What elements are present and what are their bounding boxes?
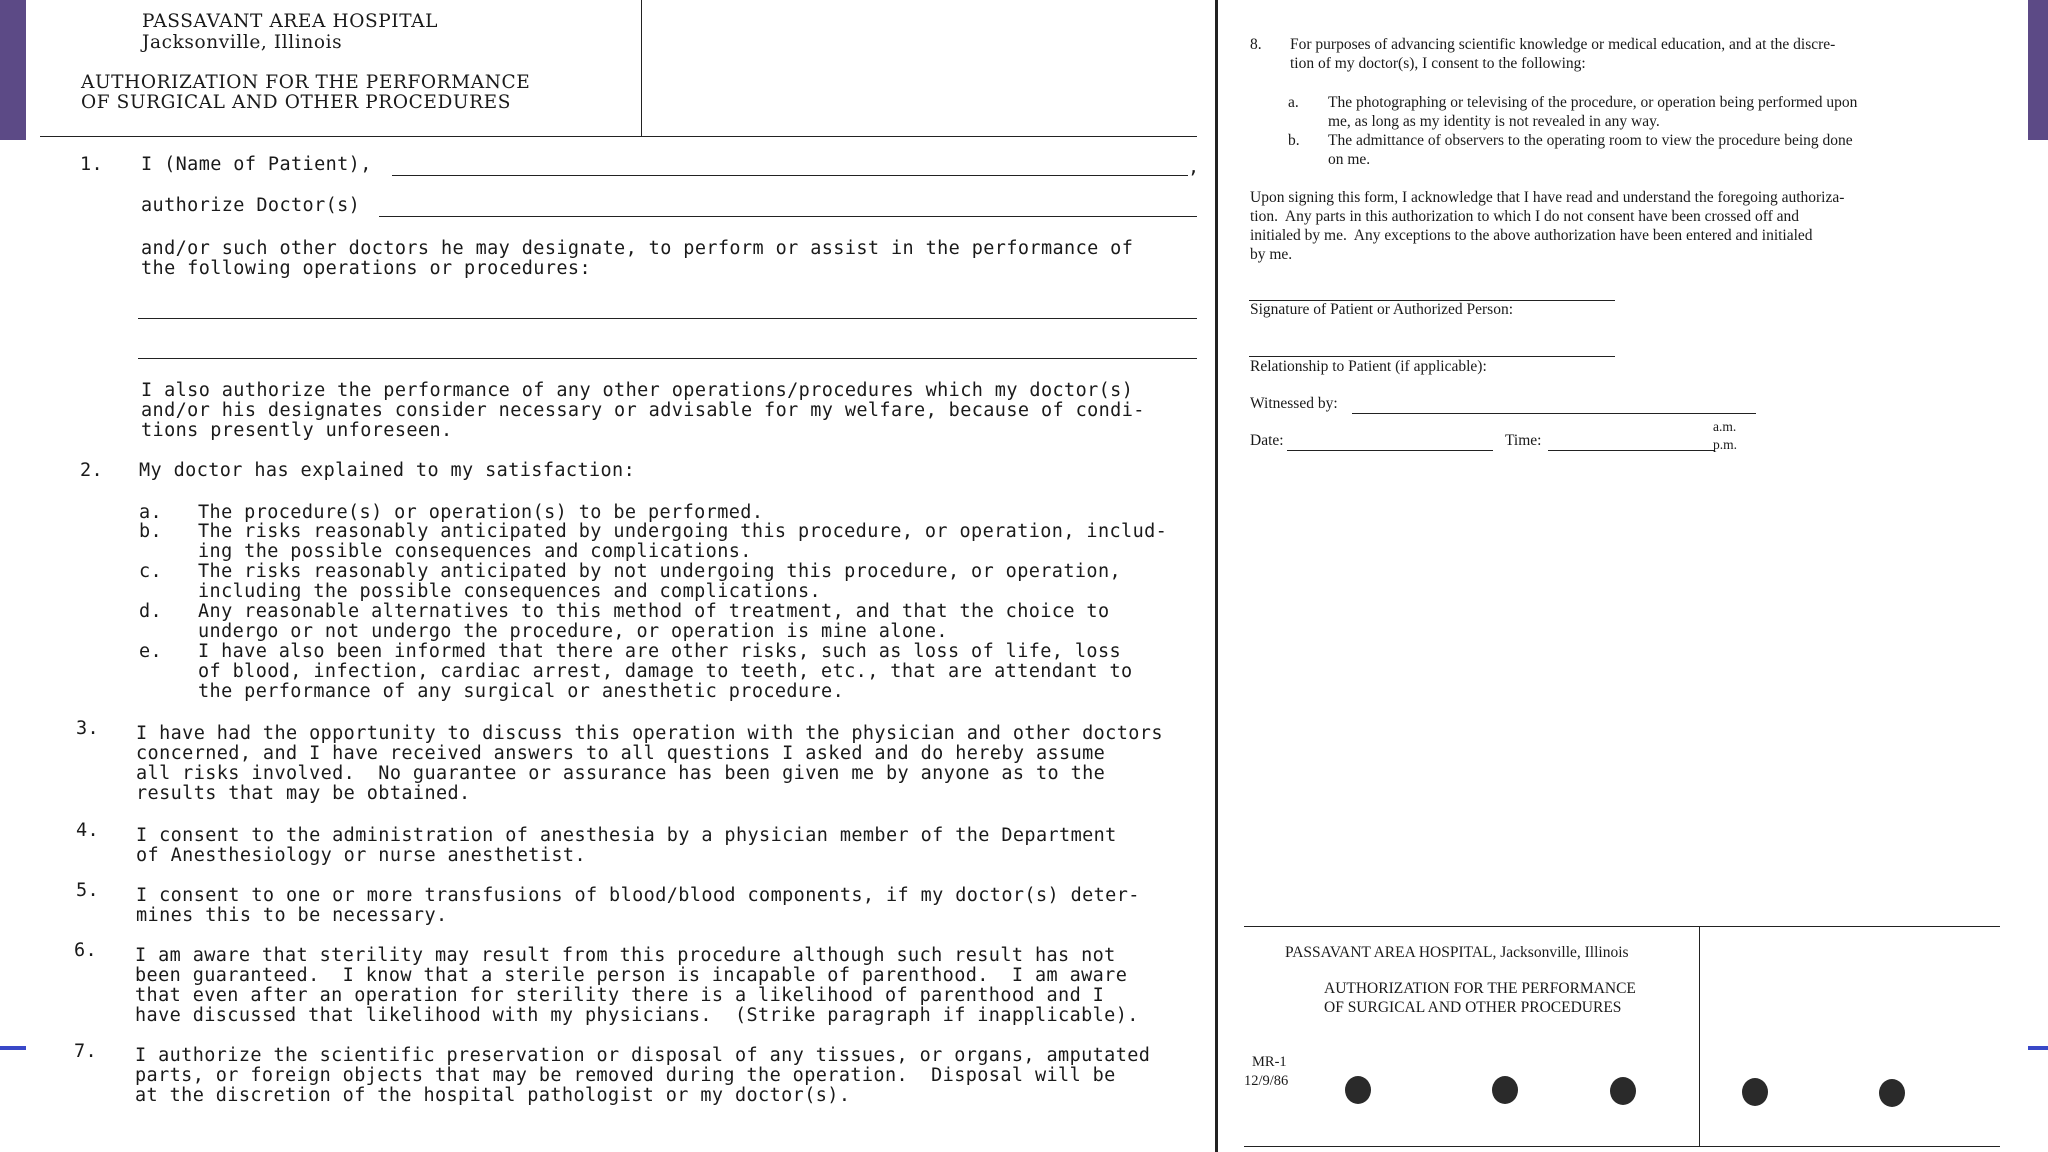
sub-letter: a.	[1288, 94, 1299, 111]
acknowledgement-line-2: tion. Any parts in this authorization to which I do not consent have been crossed off and	[1250, 208, 1799, 225]
header-divider	[641, 0, 642, 136]
acknowledgement-line-4: by me.	[1250, 246, 1293, 263]
item-7-line-3: at the discretion of the hospital pathologist or my doctor(s).	[135, 1085, 851, 1106]
item-6-line-3: that even after an operation for sterility there is a likelihood of parenthood and I	[135, 985, 1105, 1006]
sub-item-c-line-2: including the possible consequences and complications.	[198, 581, 822, 602]
footer-title-line-1: AUTHORIZATION FOR THE PERFORMANCE	[1324, 980, 1636, 997]
sub-letter: b.	[1288, 132, 1300, 149]
form-date: 12/9/86	[1244, 1073, 1289, 1089]
item-3-line-1: I have had the opportunity to discuss this operation with the physician and other doctors	[136, 723, 1163, 744]
item-3-line-4: results that may be obtained.	[136, 783, 471, 804]
left-side-bar	[0, 0, 26, 140]
left-edge-tick	[0, 1046, 26, 1050]
sub-item-b-line-1: The risks reasonably anticipated by undergoing this procedure, or operation, includ-	[198, 521, 1168, 542]
item-1-line-1: and/or such other doctors he may designate, to perform or assist in the performance of	[141, 238, 1134, 259]
sub-letter: a.	[139, 502, 163, 523]
pm-label: p.m.	[1713, 437, 1738, 452]
item-3-line-3: all risks involved. No guarantee or assurance has been given me by anyone as to the	[136, 763, 1106, 784]
sub-letter: c.	[139, 561, 163, 582]
item-7-line-2: parts, or foreign objects that may be removed during the operation. Disposal will be	[135, 1065, 1116, 1086]
form-code: MR-1	[1252, 1054, 1287, 1070]
sub-item-b-line-2: on me.	[1328, 151, 1371, 168]
time-field[interactable]	[1548, 450, 1714, 451]
sub-item-c-line-1: The risks reasonably anticipated by not undergoing this procedure, or operation,	[198, 561, 1122, 582]
item-1-also-line-1: I also authorize the performance of any other operations/procedures which my doctor(s)	[141, 380, 1134, 401]
footer-divider	[1699, 926, 1700, 1146]
sub-item-e-line-2: of blood, infection, cardiac arrest, damage to teeth, etc., that are attendant to	[198, 661, 1133, 682]
footer-title-line-2: OF SURGICAL AND OTHER PROCEDURES	[1324, 999, 1622, 1016]
item-1-line-2: the following operations or procedures:	[141, 258, 591, 279]
item-number: 5.	[76, 880, 100, 901]
binder-hole	[1345, 1076, 1371, 1104]
footer-top-rule	[1244, 926, 2000, 927]
sub-item-e-line-3: the performance of any surgical or anesthetic procedure.	[198, 681, 845, 702]
witness-field[interactable]	[1352, 413, 1756, 414]
binder-hole	[1492, 1076, 1518, 1104]
item-1-also-line-2: and/or his designates consider necessary or advisable for my welfare, because of condi-	[141, 400, 1145, 421]
consent-form-page-1	[28, 0, 1211, 1152]
item-8-line-2: tion of my doctor(s), I consent to the following:	[1290, 55, 1586, 72]
item-number: 3.	[76, 718, 100, 739]
item-6-line-4: have discussed that likelihood with my physicians. (Strike paragraph if inapplicable).	[135, 1005, 1139, 1026]
doctor-name-field[interactable]	[379, 216, 1197, 217]
binder-hole	[1742, 1078, 1768, 1106]
witness-label: Witnessed by:	[1250, 395, 1338, 412]
item-4-line-2: of Anesthesiology or nurse anesthetist.	[136, 845, 586, 866]
procedure-field-1[interactable]	[138, 318, 1197, 319]
form-title-line-1: AUTHORIZATION FOR THE PERFORMANCE	[81, 72, 531, 93]
am-label: a.m.	[1713, 419, 1737, 434]
footer-hospital: PASSAVANT AREA HOSPITAL, Jacksonville, Illinois	[1285, 944, 1629, 961]
relationship-field[interactable]	[1249, 356, 1615, 357]
item-6-line-2: been guaranteed. I know that a sterile person is incapable of parenthood. I am aware	[135, 965, 1128, 986]
sub-letter: d.	[139, 601, 163, 622]
binder-hole	[1879, 1079, 1905, 1107]
procedure-field-2[interactable]	[138, 358, 1197, 359]
date-label: Date:	[1250, 432, 1284, 449]
sub-item-b-line-2: ing the possible consequences and complications.	[198, 541, 752, 562]
item-1-also-line-3: tions presently unforeseen.	[141, 420, 453, 441]
doctor-label: authorize Doctor(s)	[141, 195, 361, 216]
item-number: 7.	[74, 1041, 98, 1062]
time-label: Time:	[1505, 432, 1542, 449]
header-rule	[40, 136, 1197, 137]
item-number: 4.	[76, 820, 100, 841]
patient-name-label: I (Name of Patient),	[141, 154, 372, 175]
item-3-line-2: concerned, and I have received answers to all questions I asked and do hereby assume	[136, 743, 1106, 764]
form-title-line-2: OF SURGICAL AND OTHER PROCEDURES	[81, 92, 511, 113]
item-6-line-1: I am aware that sterility may result from this procedure although such result has not	[135, 945, 1116, 966]
sub-item-b-line-1: The admittance of observers to the operating room to view the procedure being done	[1328, 132, 1853, 149]
sub-item-d-line-2: undergo or not undergo the procedure, or operation is mine alone.	[198, 621, 948, 642]
item-4-line-1: I consent to the administration of anesthesia by a physician member of the Department	[136, 825, 1117, 846]
signature-label: Signature of Patient or Authorized Person:	[1250, 301, 1514, 318]
consent-form-page-2	[1215, 0, 2028, 1152]
patient-name-field[interactable]	[392, 175, 1188, 176]
acknowledgement-line-3: initialed by me. Any exceptions to the above authorization have been entered and initialed	[1250, 227, 1813, 244]
item-number: 6.	[74, 940, 98, 961]
item-5-line-1: I consent to one or more transfusions of blood/blood components, if my doctor(s) deter-	[136, 885, 1140, 906]
relationship-label: Relationship to Patient (if applicable):	[1250, 358, 1487, 375]
sub-item-a-line-2: me, as long as my identity is not revealed in any way.	[1328, 113, 1660, 130]
sub-item-a-line-1: The photographing or televising of the procedure, or operation being performed upon	[1328, 94, 1858, 111]
comma: ,	[1188, 157, 1200, 178]
sub-item-a: The procedure(s) or operation(s) to be performed.	[198, 502, 764, 523]
sub-letter: e.	[139, 641, 163, 662]
item-5-line-2: mines this to be necessary.	[136, 905, 448, 926]
date-field[interactable]	[1287, 450, 1493, 451]
acknowledgement-line-1: Upon signing this form, I acknowledge that I have read and understand the foregoing authoriza-	[1250, 189, 1845, 206]
hospital-city: Jacksonville, Illinois	[142, 32, 343, 53]
sub-item-e-line-1: I have also been informed that there are other risks, such as loss of life, loss	[198, 641, 1122, 662]
item-number: 1.	[80, 154, 104, 175]
sub-item-d-line-1: Any reasonable alternatives to this method of treatment, and that the choice to	[198, 601, 1110, 622]
item-number: 2.	[80, 460, 104, 481]
item-8-line-1: For purposes of advancing scientific knowledge or medical education, and at the discre-	[1290, 36, 1836, 53]
hospital-name: PASSAVANT AREA HOSPITAL	[142, 11, 438, 32]
item-number: 8.	[1250, 36, 1262, 53]
footer-bottom-rule	[1244, 1146, 2000, 1147]
binder-hole	[1610, 1077, 1636, 1105]
item-7-line-1: I authorize the scientific preservation or disposal of any tissues, or organs, amputated	[135, 1045, 1151, 1066]
sub-letter: b.	[139, 521, 163, 542]
item-2-text: My doctor has explained to my satisfaction:	[139, 460, 636, 481]
